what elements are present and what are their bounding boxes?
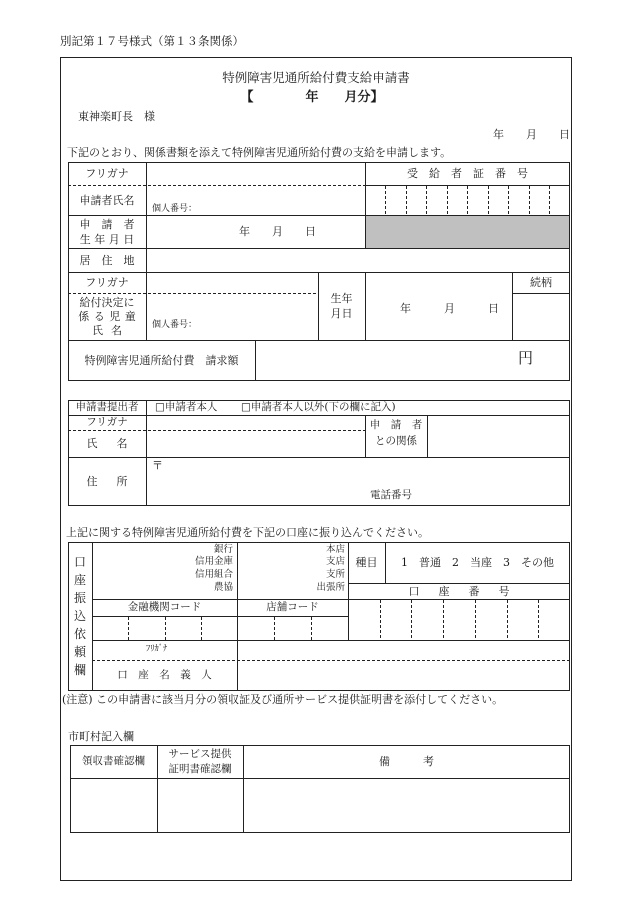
branch-type-sub-branch: 支所 (325, 569, 345, 580)
form-title: 特例障害児通所給付費支給申請書 (222, 69, 410, 85)
phone-label: 電話番号 (370, 489, 412, 501)
child-name-label-line2: 係る児童 (78, 310, 141, 323)
municipal-section-label: 市町村記入欄 (68, 730, 134, 743)
holder-furigana-label: ﾌﾘｶﾞﾅ (146, 644, 168, 654)
account-type-label: 種目 (355, 556, 378, 569)
child-birthdate-label-line1: 生年 (330, 292, 353, 305)
child-birthdate-format: 年 月 日 (400, 301, 499, 315)
applicant-personal-number-label: 個人番号： (152, 204, 198, 214)
submitter-label: 申請書提出者 (75, 401, 139, 414)
intro-text: 下記のとおり、関係書類を添えて特例障害児通所給付費の支給を申請します。 (67, 146, 452, 159)
relationship-to-applicant-label-line2: との関係 (375, 435, 417, 448)
branch-code-label: 店舗コード (266, 601, 319, 614)
child-name-label-line3: 氏名 (92, 324, 130, 337)
applicant-furigana-label: フリガナ (85, 167, 129, 180)
institution-type-agricultural-coop: 農協 (213, 582, 233, 593)
applicant-name-label: 申請者氏名 (79, 193, 135, 207)
submitter-furigana-label: フリガナ (86, 416, 128, 429)
branch-type-head-office: 本店 (325, 544, 345, 555)
yen-unit: 円 (518, 349, 534, 367)
residence-label: 居 住 地 (79, 253, 135, 267)
submitter-address-label: 住 所 (86, 474, 132, 488)
account-holder-label: 口 座 名 義 人 (117, 668, 212, 681)
child-name-label-line1: 給付決定に (79, 296, 135, 309)
receipt-check-label: 領収書確認欄 (82, 755, 145, 768)
service-proof-check-label-line1: サービス提供 (168, 747, 232, 760)
submitter-name-label: 氏 名 (86, 437, 132, 450)
child-furigana-label: フリガナ (85, 276, 129, 289)
application-date: 年 月 日 (493, 127, 570, 141)
child-birthdate-label-line2: 月日 (330, 307, 353, 320)
institution-code-label: 金融機関コード (127, 601, 202, 614)
shaded-cell (366, 216, 570, 248)
certificate-number-label: 受 給 者 証 番 号 (407, 167, 528, 180)
attachment-note: (注意) この申請書に該当月分の領収証及び通所サービス提供証明書を添付してください。 (62, 693, 504, 706)
postal-mark: 〒 (152, 459, 163, 472)
billing-period: 【 年 月分】 (240, 90, 384, 105)
branch-type-agency: 出張所 (316, 582, 345, 593)
relationship-to-applicant-label-line1: 申 請 者 (369, 419, 423, 432)
child-personal-number-label: 個人番号： (152, 320, 198, 330)
applicant-birthdate-label-line2: 生 年 月 日 (79, 233, 135, 246)
institution-type-credit-union: 信用組合 (194, 569, 233, 580)
applicant-birthdate-format: 年 月 日 (239, 225, 316, 238)
service-proof-check-label-line2: 証明書確認欄 (168, 762, 232, 775)
addressee: 東神楽町長 様 (78, 110, 155, 123)
checkbox-other-than-applicant[interactable]: □申請者本人以外(下の欄に記入) (241, 401, 396, 413)
institution-type-bank: 銀行 (213, 544, 233, 555)
claim-amount-label: 特例障害児通所給付費 請求額 (84, 353, 239, 367)
bank-section-label: 口座振込依頼欄 (74, 555, 87, 677)
remarks-label: 備 考 (379, 755, 434, 768)
checkbox-applicant-self[interactable]: □申請者本人 (155, 401, 218, 413)
account-type-options: 1 普通 2 当座 3 その他 (401, 556, 554, 569)
account-number-label: 口 座 番 号 (408, 584, 514, 598)
form-reference: 別記第１７号様式（第１３条関係） (60, 34, 244, 48)
bank-instruction: 上記に関する特例障害児通所給付費を下記の口座に振り込んでください。 (66, 526, 429, 539)
relationship-label: 続柄 (530, 276, 552, 289)
branch-type-branch: 支店 (325, 556, 345, 567)
institution-type-credit-bank: 信用金庫 (194, 556, 233, 567)
applicant-birthdate-label-line1: 申 請 者 (79, 218, 135, 231)
